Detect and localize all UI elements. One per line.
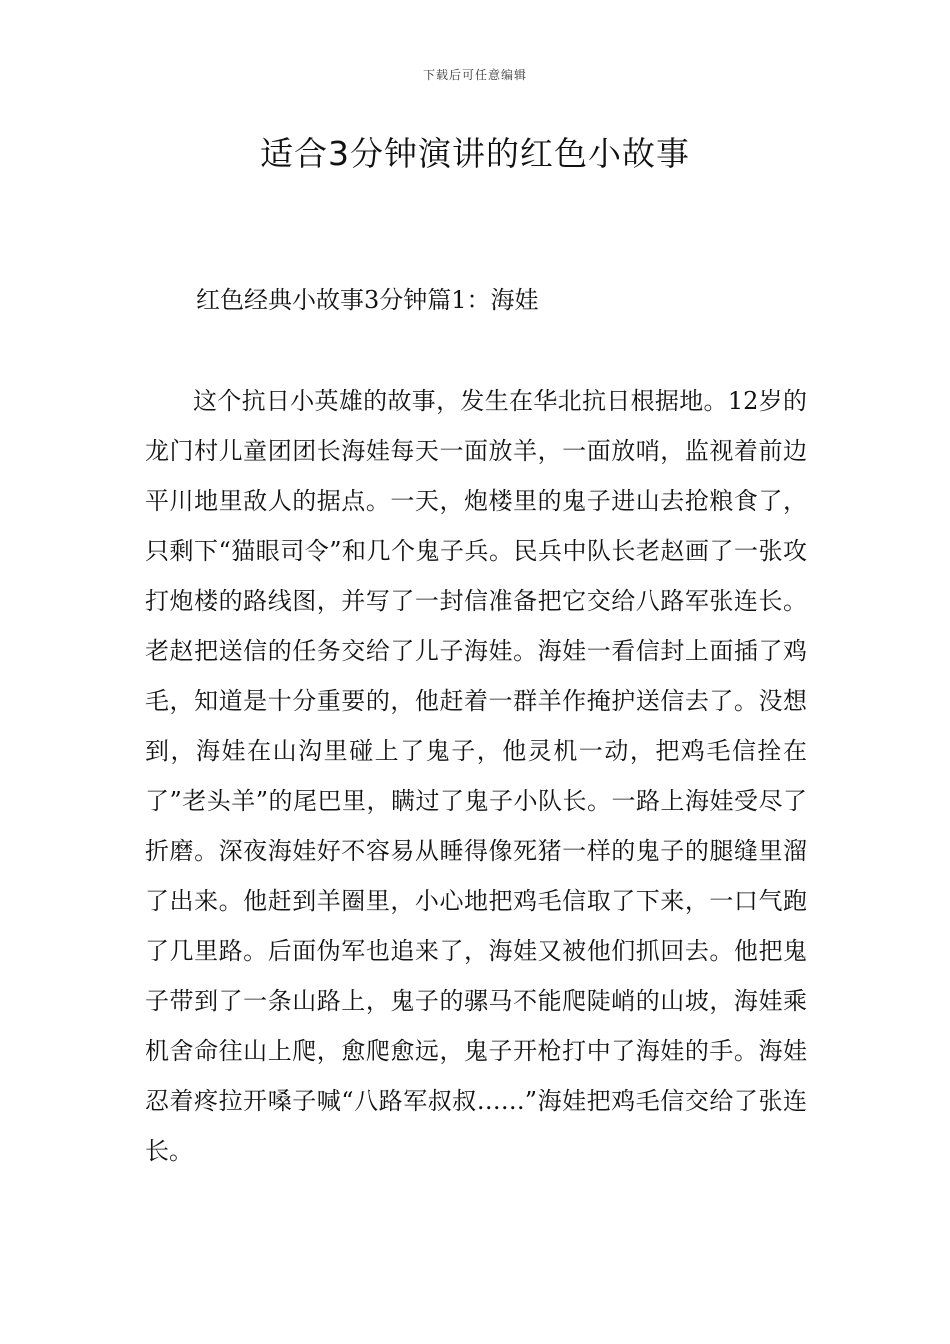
header-note: 下载后可任意编辑 xyxy=(422,68,527,82)
story-paragraph: 这个抗日小英雄的故事，发生在华北抗日根据地。12岁的龙门村儿童团团长海娃每天一面放羊，一面放哨，监视着前边平川地里敌人的据点。一天，炮楼里的鬼子进山去抢粮食了，只剩下“猫眼司令”和几个鬼子兵。民兵中队长老赵画了一张攻打炮楼的路线图，并写了一封信准备把它交给八路军张连长。老赵把送信的任务交给了儿子海娃。海娃一看信封上面插了鸡毛，知道是十分重要的，他赶着一群羊作掩护送信去了。没想到，海娃在山沟里碰上了鬼子，他灵机一动，把鸡毛信拴在了”老头羊”的尾巴里，瞒过了鬼子小队长。一路上海娃受尽了折磨。深夜海娃好不容易从睡得像死猪一样的鬼子的腿缝里溜了出来。他赶到羊圈里，小心地把鸡毛信取了下来，一口气跑了几里路。后面伪军也追来了，海娃又被他们抓回去。他把鬼子带到了一条山路上，鬼子的骡马不能爬陡峭的山坡，海娃乘机舍命往山上爬，愈爬愈远，鬼子开枪打中了海娃的手。海娃忍着疼拉开嗓子喊“八路军叔叔……”海娃把鸡毛信交给了张连长。 xyxy=(145,387,807,1165)
section-heading: 红色经典小故事3分钟篇1：海娃 xyxy=(196,286,539,314)
document-title: 适合3分钟演讲的红色小故事 xyxy=(260,134,690,173)
